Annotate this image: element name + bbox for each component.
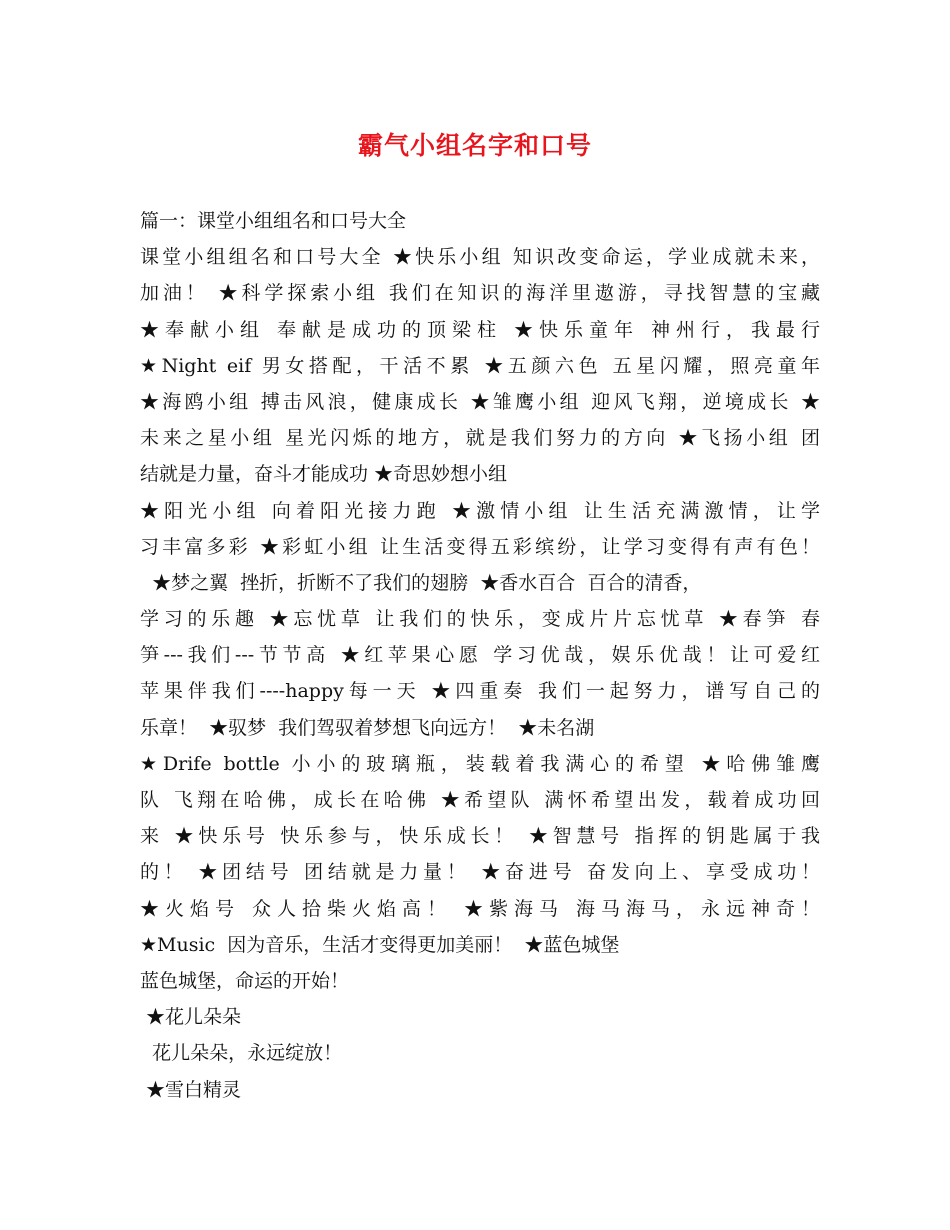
body-line: 学习的乐趣 ★忘忧草 让我们的快乐，变成片片忘忧草 ★春笋 春 <box>140 608 820 631</box>
body-line: 花儿朵朵，永远绽放！ <box>140 1042 343 1065</box>
body-line: 乐章！ ★驭梦 我们驾驭着梦想飞向远方！ ★未名湖 <box>140 716 595 739</box>
body-line: 习丰富多彩 ★彩虹小组 让生活变得五彩缤纷，让学习变得有声有色！ <box>140 535 820 558</box>
body-line: 来 ★快乐号 快乐参与，快乐成长！ ★智慧号 指挥的钥匙属于我 <box>140 825 820 848</box>
body-line: ★Music 因为音乐，生活才变得更加美丽！ ★蓝色城堡 <box>140 933 620 956</box>
body-line: ★阳光小组 向着阳光接力跑 ★激情小组 让生活充满激情，让学 <box>140 499 820 522</box>
body-line: ★火焰号 众人拾柴火焰高！ ★紫海马 海马海马，永远神奇！ <box>140 897 820 920</box>
body-line: 篇一：课堂小组组名和口号大全 <box>140 210 407 232</box>
body-line: 笋---我们---节节高 ★红苹果心愿 学习优哉，娱乐优哉！让可爱红 <box>140 644 820 667</box>
body-line: 结就是力量，奋斗才能成功 ★奇思妙想小组 <box>140 463 508 486</box>
body-line: ★梦之翼 挫折，折断不了我们的翅膀 ★香水百合 百合的清香， <box>140 571 702 594</box>
body-line: 蓝色城堡，命运的开始！ <box>140 969 350 992</box>
body-line: ★Drife bottle 小小的玻璃瓶，装载着我满心的希望 ★哈佛雏鹰 <box>140 752 820 775</box>
body-line: 未来之星小组 星光闪烁的地方，就是我们努力的方向 ★飞扬小组 团 <box>140 427 820 450</box>
body-line: 的！ ★团结号 团结就是力量！ ★奋进号 奋发向上、享受成功！ <box>140 861 820 884</box>
body-line: 课堂小组组名和口号大全 ★快乐小组 知识改变命运，学业成就未来， <box>140 246 820 269</box>
body-line: ★奉献小组 奉献是成功的顶梁柱 ★快乐童年 神州行，我最行 <box>140 318 820 341</box>
body-line: ★花儿朵朵 <box>140 1006 242 1029</box>
body-line: 加油！ ★科学探索小组 我们在知识的海洋里遨游，寻找智慧的宝藏 <box>140 282 820 305</box>
body-line: ★雪白精灵 <box>140 1078 242 1101</box>
body-line: ★Night eif 男女搭配，干活不累 ★五颜六色 五星闪耀，照亮童年 <box>140 354 820 377</box>
body-line: 苹果伴我们----happy每一天 ★四重奏 我们一起努力，谱写自己的 <box>140 680 820 703</box>
body-line: 队 飞翔在哈佛，成长在哈佛 ★希望队 满怀希望出发，载着成功回 <box>140 789 820 811</box>
document-body <box>140 203 820 1108</box>
body-line: ★海鸥小组 搏击风浪，健康成长 ★雏鹰小组 迎风飞翔，逆境成长 ★ <box>140 390 820 413</box>
document-title: 霸气小组名字和口号 <box>357 131 592 160</box>
